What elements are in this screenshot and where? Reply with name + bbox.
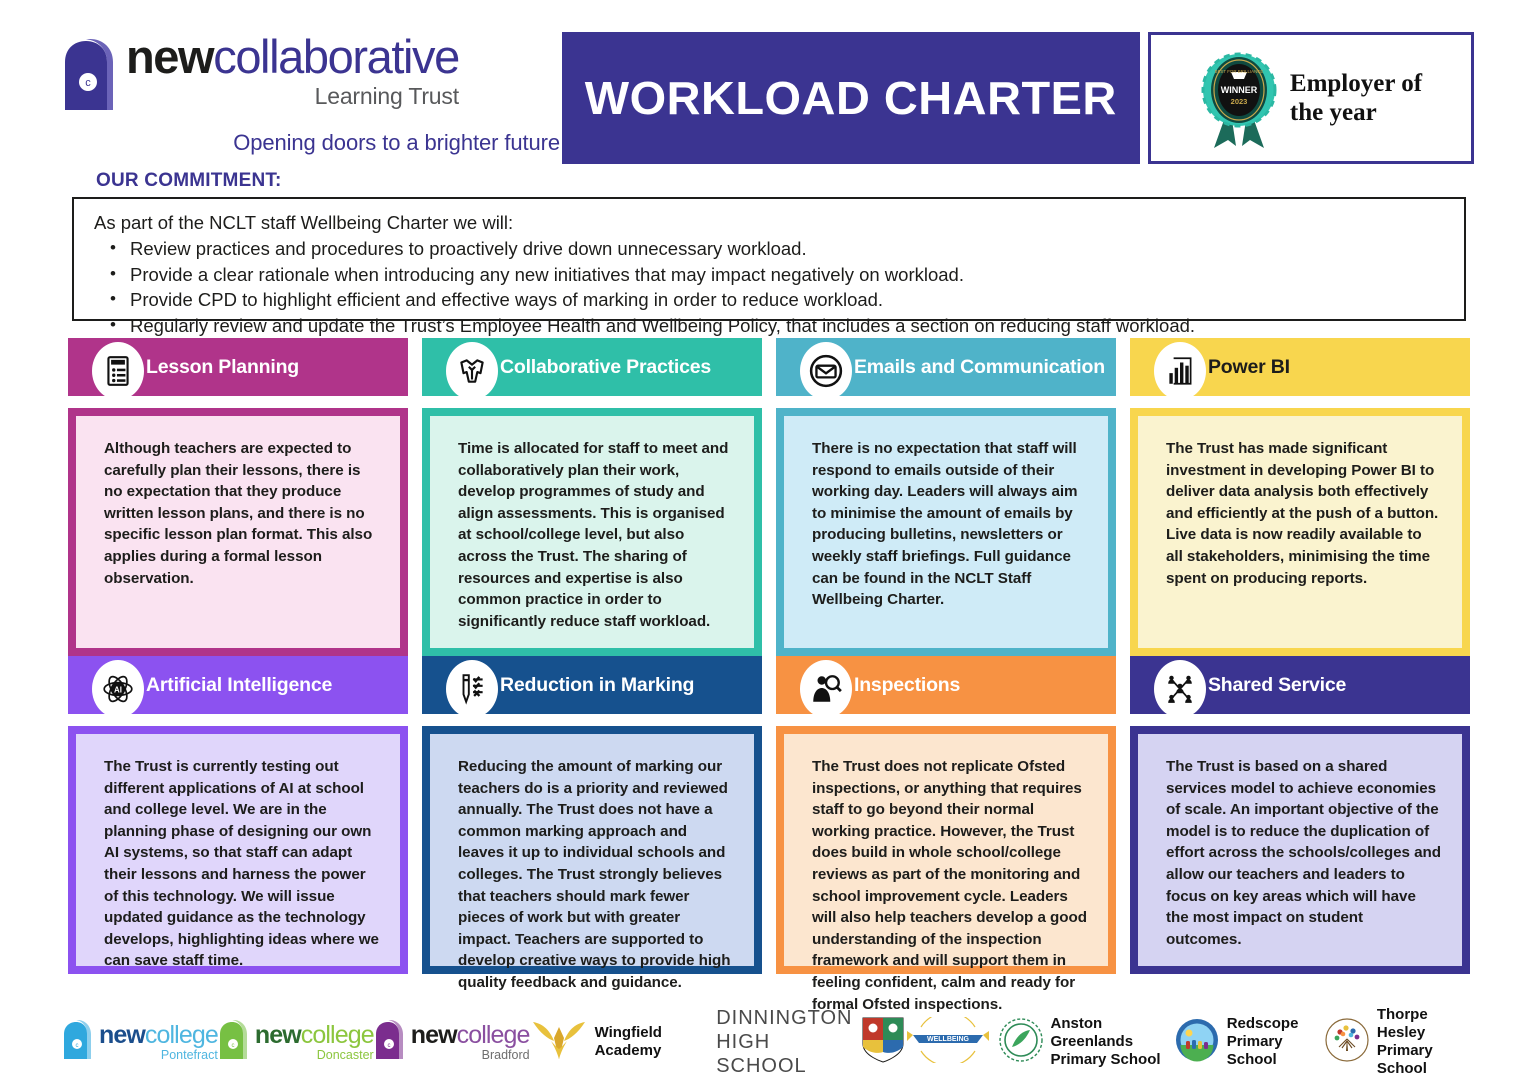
school-name: [1227, 1015, 1324, 1069]
award-badge-box: [1148, 32, 1474, 164]
svg-text:c: c: [75, 1042, 79, 1049]
clipboard-plan-icon: [92, 342, 144, 400]
award-label-line2: the year: [1289, 99, 1377, 126]
logo-word-new: new: [99, 1020, 145, 1049]
school-name: [1377, 1006, 1474, 1078]
footer-logo-thorpe-hesley-primary-school: [1324, 1006, 1474, 1078]
charter-card-inspections: [776, 656, 1116, 1013]
school-name-line2: Primary School: [1376, 1042, 1433, 1077]
card-text-inspections: The Trust does not replicate Ofsted inspections, or anything that requires staff to go beyond their normal working practice. However, the Trust does build in whole school/college reviews as part of the monitoring and school improvement cycle. Leaders will also help teachers develop a good understanding of the inspection framework and will support them in feeling confident, calm and ready for formal Ofsted inspections.: [812, 758, 1087, 1013]
trust-logo: [62, 32, 560, 164]
footer-logo-anston-greenlands-primary-school: [998, 1015, 1174, 1069]
card-text-reduction-in-marking: Reducing the amount of marking our teachers do is a priority and reviewed annually. The Trust does not have a common marking approach and leaves it up to individual schools and colleges. The Trust strongly believes that teachers should mark fewer pieces of work but with greater impact. Teachers are supported to develop creative ways to provide high quality feedback and guidance.: [458, 758, 731, 991]
school-name-line2: HIGH SCHOOL: [716, 1031, 807, 1077]
card-title-lesson-planning: Lesson Planning: [146, 355, 300, 378]
logo-place: Bradford: [481, 1047, 530, 1062]
list-item: • Review practices and procedures to proactively drive down unnecessary workload.: [94, 236, 1446, 262]
logo-tagline: Opening doors to a brighter future: [233, 130, 560, 155]
door-logo-icon: [218, 1020, 248, 1065]
footer-logo-dinnington-high-school: [716, 1006, 904, 1078]
page-header: [62, 32, 1474, 164]
footer-logo-wingfield-academy: [530, 1019, 717, 1066]
list-item: • Provide CPD to highlight efficient and effective ways of marking in order to reduce workload.: [94, 287, 1446, 313]
award-label-line1: Employer of: [1289, 70, 1423, 97]
logo-word-new: new: [410, 1020, 457, 1049]
card-header-inspections: [776, 656, 1116, 714]
card-title-shared-service: Shared Service: [1208, 673, 1347, 696]
logo-wordmark: [254, 1020, 374, 1062]
card-text-lesson-planning: Although teachers are expected to carefully plan their lessons, there is no expectation that they produce written lesson plans, and there is no specific lesson plan format. This also applies during a formal lesson observation.: [104, 440, 373, 587]
school-name-line1: Thorpe Hesley: [1376, 1006, 1428, 1041]
card-title-power-bi: Power BI: [1208, 355, 1290, 378]
page-title: WORKLOAD CHARTER: [584, 72, 1118, 124]
footer-logo-new-college-pontefract: [62, 1020, 218, 1065]
door-logo-icon: [62, 1020, 92, 1065]
card-text-collaborative-practices: Time is allocated for staff to meet and collaboratively plan their work, develop programmes of study and align assessments. This is organised at school/college level, but also across the Trust. The sharing of resources and expertise is also common practice in order to significantly reduce staff workload.: [458, 440, 729, 630]
card-body-collaborative-practices: [422, 408, 762, 656]
card-text-power-bi: The Trust has made significant investment in developing Power BI to deliver data analysis both effectively and efficiently at the push of a button. Live data is now readily available to all stakeholders, minimising the time spent on producing reports.: [1166, 440, 1439, 587]
school-name: [716, 1006, 852, 1078]
school-name-line2: Primary School: [1226, 1033, 1283, 1068]
door-logo-icon: [374, 1020, 404, 1060]
commitment-bullet-list: [94, 236, 1446, 338]
door-logo-icon: [62, 1020, 92, 1060]
card-title-inspections: Inspections: [854, 673, 961, 696]
wellbeing-ribbon-icon: [905, 1017, 991, 1068]
card-header-collaborative-practices: [422, 338, 762, 396]
charter-card-artificial-intelligence: [68, 656, 408, 974]
logo-word-college: college: [300, 1020, 374, 1049]
redscope-crest-icon: [1174, 1017, 1220, 1068]
card-text-artificial-intelligence: The Trust is currently testing out different applications of AI at school and college level. We are in the planning phase of designing our own AI systems, so that staff can adapt their lessons and harness the power of this technology. We will issue updated guidance as the technology develops, highlighting ideas where we can save staff time.: [104, 758, 379, 970]
card-text-emails-and-communication: There is no expectation that staff will respond to emails outside of their working day. Leaders will always aim to minimise the amount of emails by producing bulletins, newsletters or weekly staff briefings. Full guidance can be found in the NCLT Staff Wellbeing Charter.: [812, 440, 1078, 609]
school-name-line1: Wingfield Academy: [594, 1024, 662, 1059]
card-title-artificial-intelligence: Artificial Intelligence: [146, 673, 333, 696]
card-text-shared-service: The Trust is based on a shared services model to achieve economies of scale. An important objective of the model is to reduce the duplication of effort across the schools/colleges and allow our teachers and leaders to focus on key areas which will have the most impact on student outcomes.: [1166, 758, 1441, 948]
charter-card-collaborative-practices: [422, 338, 762, 656]
card-header-reduction-in-marking: [422, 656, 762, 714]
door-logo-icon: [62, 38, 116, 112]
list-item: • Provide a clear rationale when introducing any new initiatives that may impact negatively on workload.: [94, 262, 1446, 288]
list-item: • Regularly review and update the Trust’s Employee Health and Wellbeing Policy, that includes a section on reducing staff workload.: [94, 313, 1446, 339]
partner-logos-footer: [62, 1006, 1474, 1078]
people-network-icon: [1154, 660, 1206, 718]
card-header-lesson-planning: [68, 338, 408, 396]
charter-card-emails-and-communication: [776, 338, 1116, 656]
card-header-shared-service: [1130, 656, 1470, 714]
logo-word-college: college: [144, 1020, 218, 1049]
card-body-power-bi: [1130, 408, 1470, 656]
svg-text:c: c: [387, 1042, 391, 1049]
tree-crest-icon: [1324, 1017, 1370, 1068]
card-body-reduction-in-marking: [422, 726, 762, 991]
handshake-icon: [446, 342, 498, 400]
wings-icon: [530, 1019, 588, 1066]
card-body-emails-and-communication: [776, 408, 1116, 656]
commitment-box: [72, 197, 1466, 336]
logo-place: Pontefract: [160, 1047, 218, 1062]
school-name-line1: DINNINGTON: [716, 1007, 853, 1029]
logo-wordmark: [99, 1020, 218, 1062]
title-banner: [562, 32, 1140, 164]
green-circle-crest-icon: [998, 1017, 1044, 1068]
footer-logo-new-college-bradford: [374, 1020, 530, 1065]
card-body-artificial-intelligence: [68, 726, 408, 974]
pen-checklist-icon: [446, 660, 498, 718]
svg-text:AI: AI: [114, 685, 122, 695]
ai-atom-icon: [92, 660, 144, 718]
footer-logo-redscope-primary-school: [1174, 1015, 1324, 1069]
school-name-line1: Anston Greenlands: [1050, 1015, 1134, 1050]
card-body-lesson-planning: [68, 408, 408, 656]
charter-card-grid: [68, 338, 1470, 1013]
card-title-reduction-in-marking: Reduction in Marking: [500, 673, 695, 696]
award-year-text: 2023: [1230, 97, 1248, 106]
svg-text:c: c: [85, 77, 91, 89]
card-header-artificial-intelligence: [68, 656, 408, 714]
employer-of-the-year-award-icon: [1200, 46, 1278, 150]
bar-chart-icon: [1154, 342, 1206, 400]
envelope-icon: [800, 342, 852, 400]
card-header-emails-and-communication: [776, 338, 1116, 396]
school-name-line2: Primary School: [1050, 1051, 1161, 1068]
school-name: [595, 1024, 717, 1060]
school-name-line1: Redscope: [1226, 1015, 1299, 1032]
charter-card-power-bi: [1130, 338, 1470, 656]
logo-wordmark: [410, 1020, 530, 1062]
card-title-collaborative-practices: Collaborative Practices: [500, 355, 712, 378]
award-label: [1290, 69, 1422, 127]
card-body-inspections: [776, 726, 1116, 1013]
school-name: [1051, 1015, 1174, 1069]
footer-logo-new-college-doncaster: [218, 1020, 374, 1065]
svg-text:c: c: [231, 1042, 235, 1049]
charter-card-reduction-in-marking: [422, 656, 762, 991]
card-header-power-bi: [1130, 338, 1470, 396]
award-ribbon-caption: BEST FOR BRILLIANCE: [1214, 69, 1264, 74]
logo-word-collaborative: collaborative: [213, 30, 459, 83]
logo-word-new: new: [126, 30, 214, 83]
logo-word-college: college: [456, 1020, 530, 1049]
door-logo-icon: [218, 1020, 248, 1060]
commitment-intro: As part of the NCLT staff Wellbeing Charter we will:: [94, 212, 514, 233]
logo-word-new: new: [254, 1020, 301, 1049]
logo-subtitle: Learning Trust: [314, 83, 459, 109]
door-logo-icon: [374, 1020, 404, 1065]
inspector-magnifier-icon: [800, 660, 852, 718]
shield-crest-icon: [861, 1016, 905, 1069]
footer-logo-wellbeing-award: [905, 1017, 998, 1068]
commitment-heading: OUR COMMITMENT:: [96, 170, 282, 191]
svg-text:WELLBEING: WELLBEING: [926, 1035, 969, 1043]
logo-place: Doncaster: [316, 1047, 374, 1062]
award-winner-text: WINNER: [1220, 85, 1258, 95]
charter-card-shared-service: [1130, 656, 1470, 974]
charter-card-lesson-planning: [68, 338, 408, 656]
card-title-emails-and-communication: Emails and Communication: [854, 355, 1105, 378]
card-body-shared-service: [1130, 726, 1470, 974]
